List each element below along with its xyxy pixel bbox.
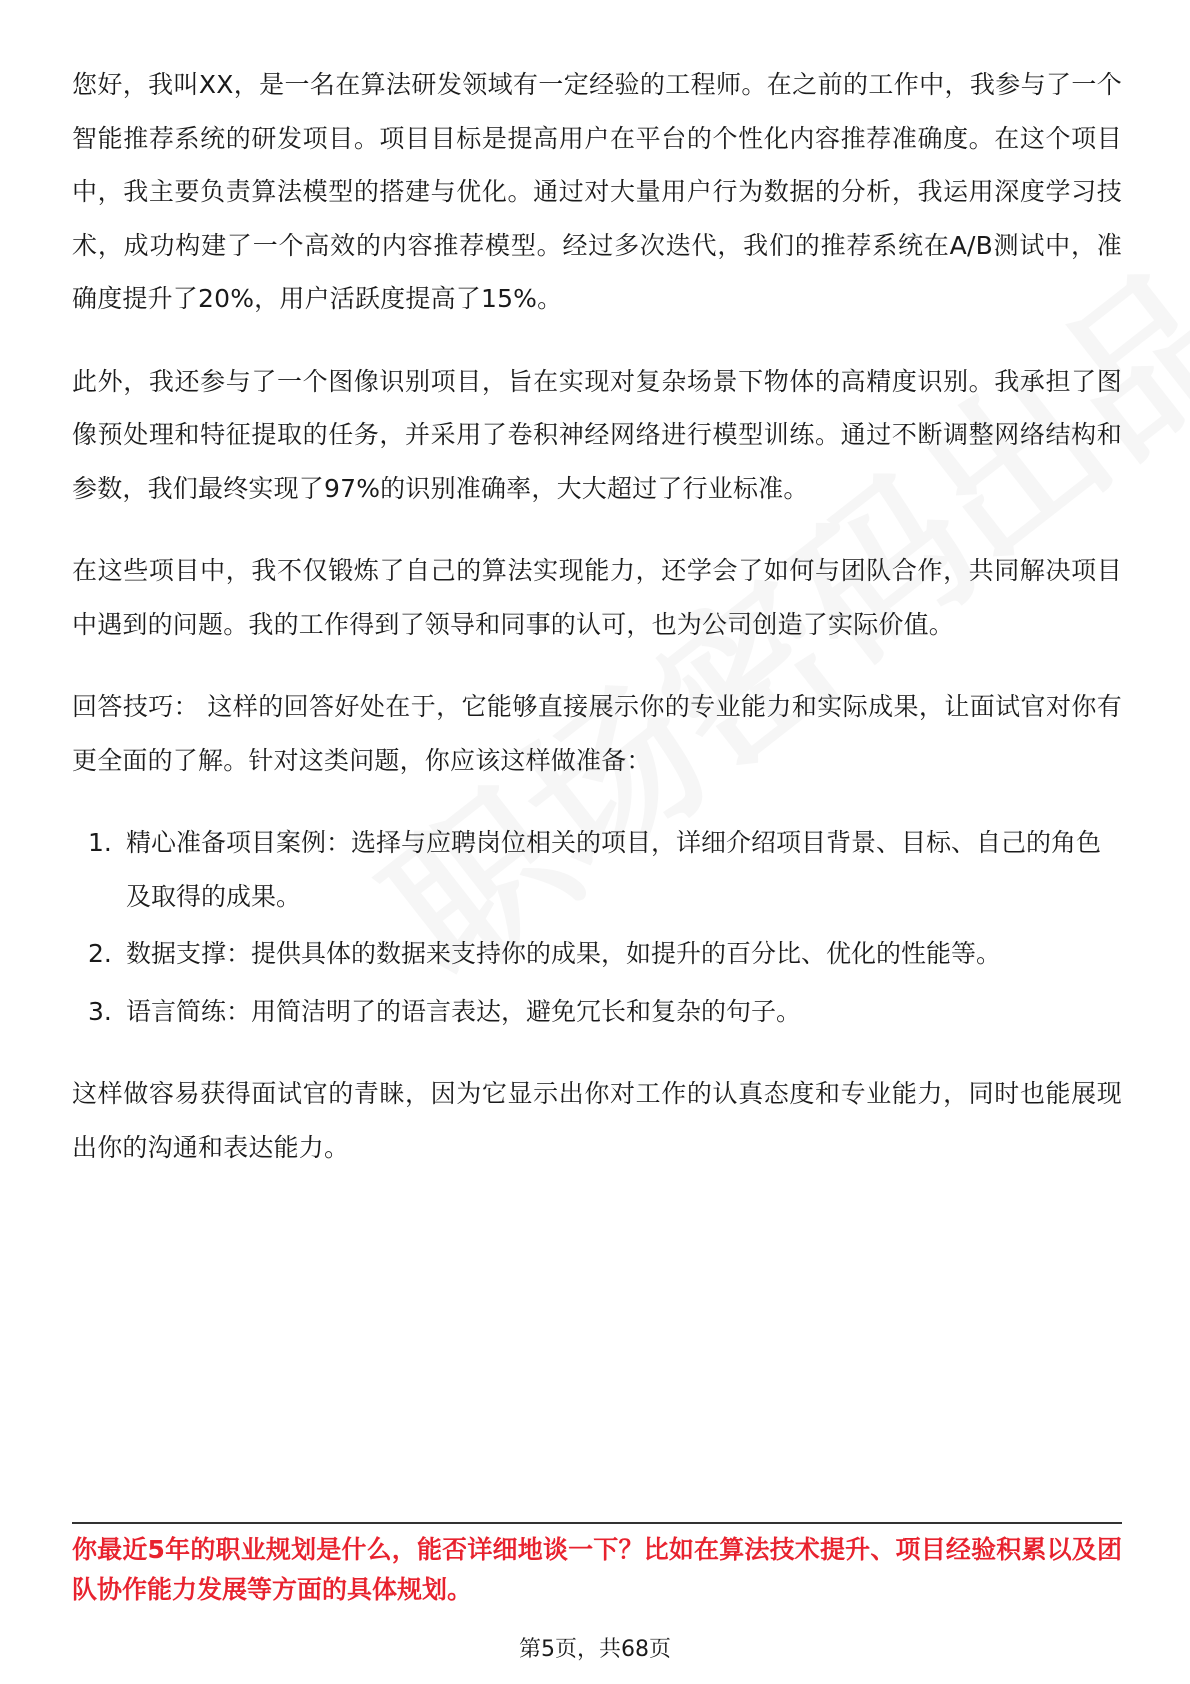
list-item xyxy=(72,985,1122,1039)
tips-list xyxy=(72,816,1122,1038)
page-number: 第5页，共68页 xyxy=(519,1637,671,1662)
list-item-number: 1. xyxy=(88,828,112,857)
next-question: 你最近5年的职业规划是什么，能否详细地谈一下？比如在算法技术提升、项目经验积累以及团队协作能力发展等方面的具体规划。 xyxy=(72,1535,1122,1604)
paragraph-tips-intro: 回答技巧： 这样的回答好处在于，它能够直接展示你的专业能力和实际成果，让面试官对你有更全面的了解。针对这类问题，你应该这样做准备： xyxy=(72,692,1122,775)
list-item-number: 3. xyxy=(88,996,112,1026)
paragraph-summary: 在这些项目中，我不仅锻炼了自己的算法实现能力，还学会了如何与团队合作，共同解决项目中遇到的问题。我的工作得到了领导和同事的认可，也为公司创造了实际价值。 xyxy=(72,556,1122,639)
list-item-number: 2. xyxy=(88,939,112,968)
section-divider xyxy=(72,1522,1122,1524)
paragraph-intro: 您好，我叫XX，是一名在算法研发领域有一定经验的工程师。在之前的工作中，我参与了一个智能推荐系统的研发项目。项目目标是提高用户在平台的个性化内容推荐准确度。在这个项目中，我主要负责算法模型的搭建与优化。通过对大量用户行为数据的分析，我运用深度学习技术，成功构建了一个高效的内容推荐模型。经过多次迭代，我们的推荐系统在A/B测试中，准确度提升了20%，用户活跃度提高了15%。 xyxy=(72,70,1122,313)
list-item-text: 语言简练：用简洁明了的语言表达，避免冗长和复杂的句子。 xyxy=(126,996,802,1026)
list-item xyxy=(72,927,1122,981)
answer-content xyxy=(72,58,1122,1203)
list-item xyxy=(72,816,1122,923)
paragraph-closing: 这样做容易获得面试官的青睐，因为它显示出你对工作的认真态度和专业能力，同时也能展现出你的沟通和表达能力。 xyxy=(72,1079,1122,1162)
list-item-text: 精心准备项目案例：选择与应聘岗位相关的项目，详细介绍项目背景、目标、自己的角色及取得的成果。 xyxy=(126,828,1102,911)
list-item-text: 数据支撑：提供具体的数据来支持你的成果，如提升的百分比、优化的性能等。 xyxy=(126,939,1002,968)
paragraph-image-project: 此外，我还参与了一个图像识别项目，旨在实现对复杂场景下物体的高精度识别。我承担了图像预处理和特征提取的任务，并采用了卷积神经网络进行模型训练。通过不断调整网络结构和参数，我们最终实现了97%的识别准确率，大大超过了行业标准。 xyxy=(72,366,1122,503)
